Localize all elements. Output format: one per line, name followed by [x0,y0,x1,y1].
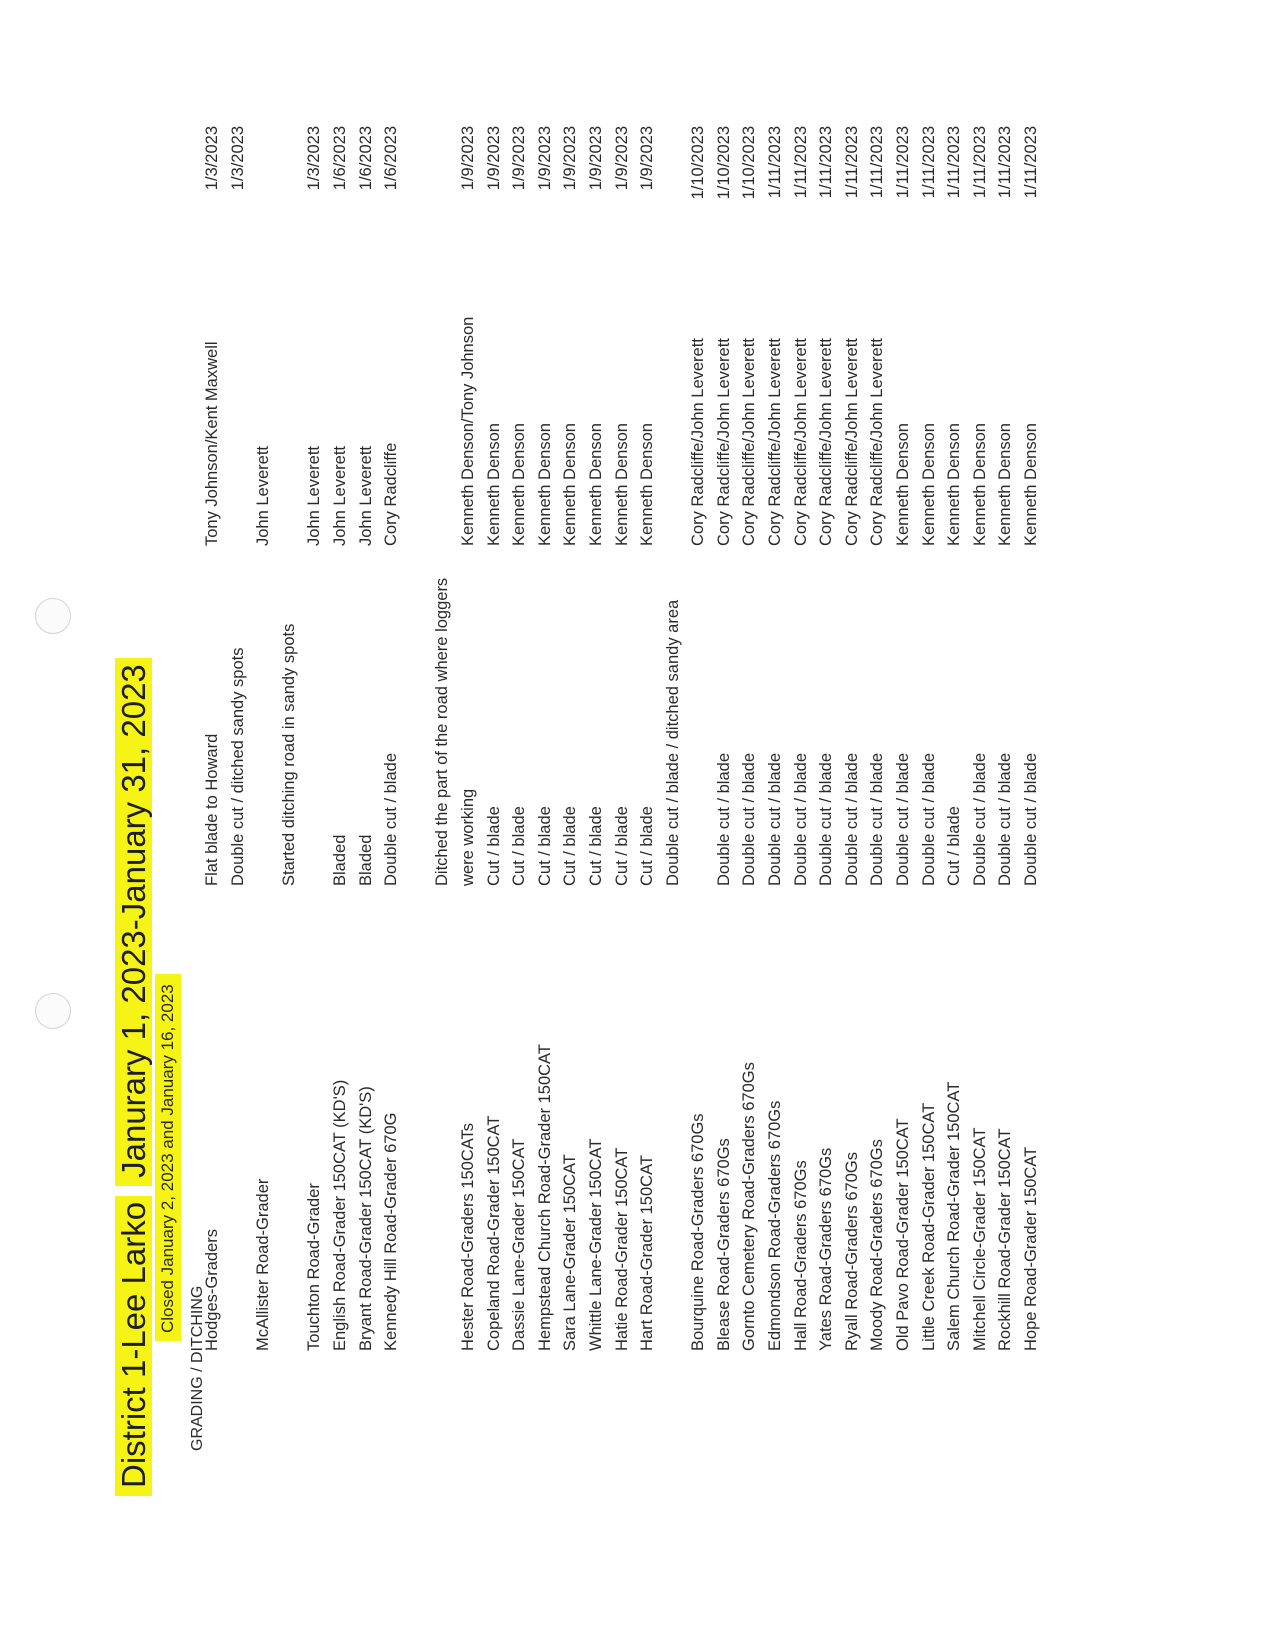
date-cell: 1/10/2023 [689,126,708,200]
road-cell: Edmondson Road-Graders 670Gs [766,1100,785,1351]
operator-cell: Cory Radcliffe [382,442,401,546]
operator-cell: Kenneth Denson [535,423,554,546]
road-cell: English Road-Grader 150CAT (KD'S) [330,1079,349,1351]
date-cell: 1/11/2023 [1022,126,1040,199]
date-cell: 1/11/2023 [868,126,887,199]
work-cell: Cut / blade [586,806,605,886]
date-cell: 1/9/2023 [535,126,554,191]
road-cell: Sara Lane-Grader 150CAT [561,1154,580,1351]
work-cell: Cut / blade [561,806,580,886]
operator-cell: Kenneth Denson [484,423,503,546]
road-cell: Hatie Road-Grader 150CAT [612,1147,631,1351]
operator-cell: Kenneth Denson [561,423,580,546]
operator-cell: John Leverett [305,446,324,546]
work-cell: Cut / blade [945,806,964,886]
operator-cell: Kenneth Denson [894,423,913,546]
work-cell: Cut / blade [535,806,554,886]
operator-cell: John Leverett [254,446,273,546]
work-cell: Double cut / blade [894,752,913,886]
work-cell: Started ditching road in sandy spots [279,623,298,886]
operator-cell: Cory Radcliffe/John Leverett [817,338,836,546]
work-cell: Cut / blade [484,806,503,886]
operator-cell: Kenneth Denson [1022,423,1040,546]
table-row [763,21,789,1351]
road-cell: Hodges-Graders [203,1229,221,1351]
table-row [917,21,943,1351]
road-cell: Moody Road-Graders 670Gs [868,1139,887,1351]
date-cell: 1/9/2023 [638,126,657,191]
work-cell: Double cut / blade [714,752,733,886]
road-cell: Copeland Road-Grader 150CAT [484,1115,503,1351]
table-row [891,21,917,1351]
date-cell: 1/9/2023 [612,126,631,191]
table-row [814,21,840,1351]
road-cell: Hope Road-Grader 150CAT [1022,1146,1040,1351]
work-cell: Double cut / blade [740,752,759,886]
operator-cell: Cory Radcliffe/John Leverett [689,338,708,546]
operator-cell: Cory Radcliffe/John Leverett [868,338,887,546]
table-row [661,21,712,1351]
section-title: GRADING / DITCHING [189,1285,206,1451]
operator-cell: Kenneth Denson [945,423,964,546]
table-row [482,21,508,1351]
work-cell: Double cut / blade / ditched sandy area [663,599,682,886]
work-cell: Cut / blade [612,806,631,886]
date-cell: 1/11/2023 [842,126,861,199]
road-cell: Touchton Road-Grader [305,1183,324,1351]
table-row [277,21,328,1351]
work-cell: Double cut / blade [791,752,810,886]
work-cell: Double cut / blade [868,752,887,886]
work-log-table [200,21,1045,1351]
table-row [865,21,891,1351]
date-cell: 1/9/2023 [484,126,503,191]
table-row [968,21,994,1351]
road-cell: Hester Road-Graders 150CATs [458,1122,477,1351]
table-row [558,21,584,1351]
table-row [610,21,636,1351]
closed-dates-note: Closed January 2, 2023 and January 16, 2023 [155,974,181,1341]
table-row [942,21,968,1351]
date-cell: 1/3/2023 [305,126,324,191]
operator-cell: Cory Radcliffe/John Leverett [740,338,759,546]
road-cell: Rockhill Road-Grader 150CAT [996,1128,1015,1351]
operator-cell: Kenneth Denson [996,423,1015,546]
row-spacer [405,21,431,1351]
work-cell: Double cut / blade [817,752,836,886]
date-cell: 1/10/2023 [714,126,733,200]
road-cell: Little Creek Road-Grader 150CAT [919,1102,938,1351]
table-row [993,21,1019,1351]
table-row [584,21,610,1351]
work-cell: Ditched the part of the road where loggers were working [433,577,477,886]
road-cell: Bourquine Road-Graders 670Gs [689,1113,708,1351]
work-cell: Double cut / blade [382,752,401,886]
operator-cell: Kenneth Denson [970,423,989,546]
road-cell: Whittle Lane-Grader 150CAT [586,1138,605,1351]
road-cell: Ryall Road-Graders 670Gs [842,1152,861,1351]
table-row [226,21,277,1351]
road-cell: Yates Road-Graders 670Gs [817,1147,836,1351]
work-cell: Double cut / blade [842,752,861,886]
work-cell: Double cut / blade [919,752,938,886]
work-cell: Double cut / blade [996,752,1015,886]
operator-cell: Cory Radcliffe/John Leverett [842,338,861,546]
date-cell: 1/3/2023 [228,126,247,191]
road-cell: Hall Road-Graders 670Gs [791,1160,810,1351]
work-cell: Bladed [356,834,375,886]
date-cell: 1/6/2023 [382,126,401,191]
road-cell: Mitchell Circle-Grader 150CAT [970,1127,989,1351]
table-row [507,21,533,1351]
district-label: District 1-Lee Larko [115,1196,152,1496]
operator-cell: Kenneth Denson [638,423,657,546]
date-cell: 1/11/2023 [817,126,836,199]
road-cell: Hart Road-Grader 150CAT [638,1155,657,1351]
date-cell: 1/9/2023 [586,126,605,191]
table-row [533,21,559,1351]
operator-cell: Kenneth Denson [586,423,605,546]
work-cell: Cut / blade [638,806,657,886]
date-cell: 1/3/2023 [203,126,221,191]
operator-cell: Tony Johnson/Kent Maxwell [203,341,221,546]
date-cell: 1/9/2023 [458,126,477,191]
work-cell: Double cut / blade [766,752,785,886]
date-cell: 1/9/2023 [561,126,580,191]
road-cell: Bryant Road-Grader 150CAT (KD'S) [356,1086,375,1351]
report-period: Janurary 1, 2023-January 31, 2023 [115,658,152,1186]
road-cell: Gornto Cemetery Road-Graders 670Gs [740,1062,759,1351]
operator-cell: Kenneth Denson [510,423,529,546]
work-cell: Cut / blade [510,806,529,886]
work-cell: Bladed [330,834,349,886]
table-row [635,21,661,1351]
table-row [354,21,380,1351]
date-cell: 1/6/2023 [356,126,375,191]
operator-cell: Kenneth Denson/Tony Johnson [458,316,477,546]
operator-cell: Cory Radcliffe/John Leverett [714,338,733,546]
operator-cell: Cory Radcliffe/John Leverett [766,338,785,546]
table-row [200,21,226,1351]
operator-cell: John Leverett [356,446,375,546]
road-cell: Blease Road-Graders 670Gs [714,1138,733,1351]
date-cell: 1/11/2023 [996,126,1015,199]
date-cell: 1/11/2023 [945,126,964,199]
road-cell: Dassie Lane-Grader 150CAT [510,1138,529,1351]
date-cell: 1/11/2023 [970,126,989,199]
work-cell: Double cut / blade [1022,752,1040,886]
report-title [112,658,156,1496]
date-cell: 1/11/2023 [791,126,810,199]
operator-cell: Kenneth Denson [612,423,631,546]
date-cell: 1/11/2023 [919,126,938,199]
work-cell: Double cut / blade [970,752,989,886]
date-cell: 1/9/2023 [510,126,529,191]
operator-cell: Kenneth Denson [919,423,938,546]
work-cell: Flat blade to Howard [203,733,221,886]
table-row [430,21,481,1351]
work-cell: Double cut / ditched sandy spots [228,647,247,886]
table-row [840,21,866,1351]
table-row [712,21,738,1351]
date-cell: 1/11/2023 [766,126,785,199]
table-row [379,21,405,1351]
table-row [789,21,815,1351]
table-row [1019,21,1045,1351]
table-row [328,21,354,1351]
date-cell: 1/10/2023 [740,126,759,200]
operator-cell: Cory Radcliffe/John Leverett [791,338,810,546]
road-cell: McAllister Road-Grader [254,1178,273,1351]
road-cell: Old Pavo Road-Grader 150CAT [894,1118,913,1351]
table-row [737,21,763,1351]
date-cell: 1/11/2023 [894,126,913,199]
road-cell: Salem Church Road-Grader 150CAT [945,1081,964,1351]
date-cell: 1/6/2023 [330,126,349,191]
operator-cell: John Leverett [330,446,349,546]
road-cell: Kennedy Hill Road-Grader 670G [382,1112,401,1351]
road-cell: Hempstead Church Road-Grader 150CAT [535,1044,554,1351]
